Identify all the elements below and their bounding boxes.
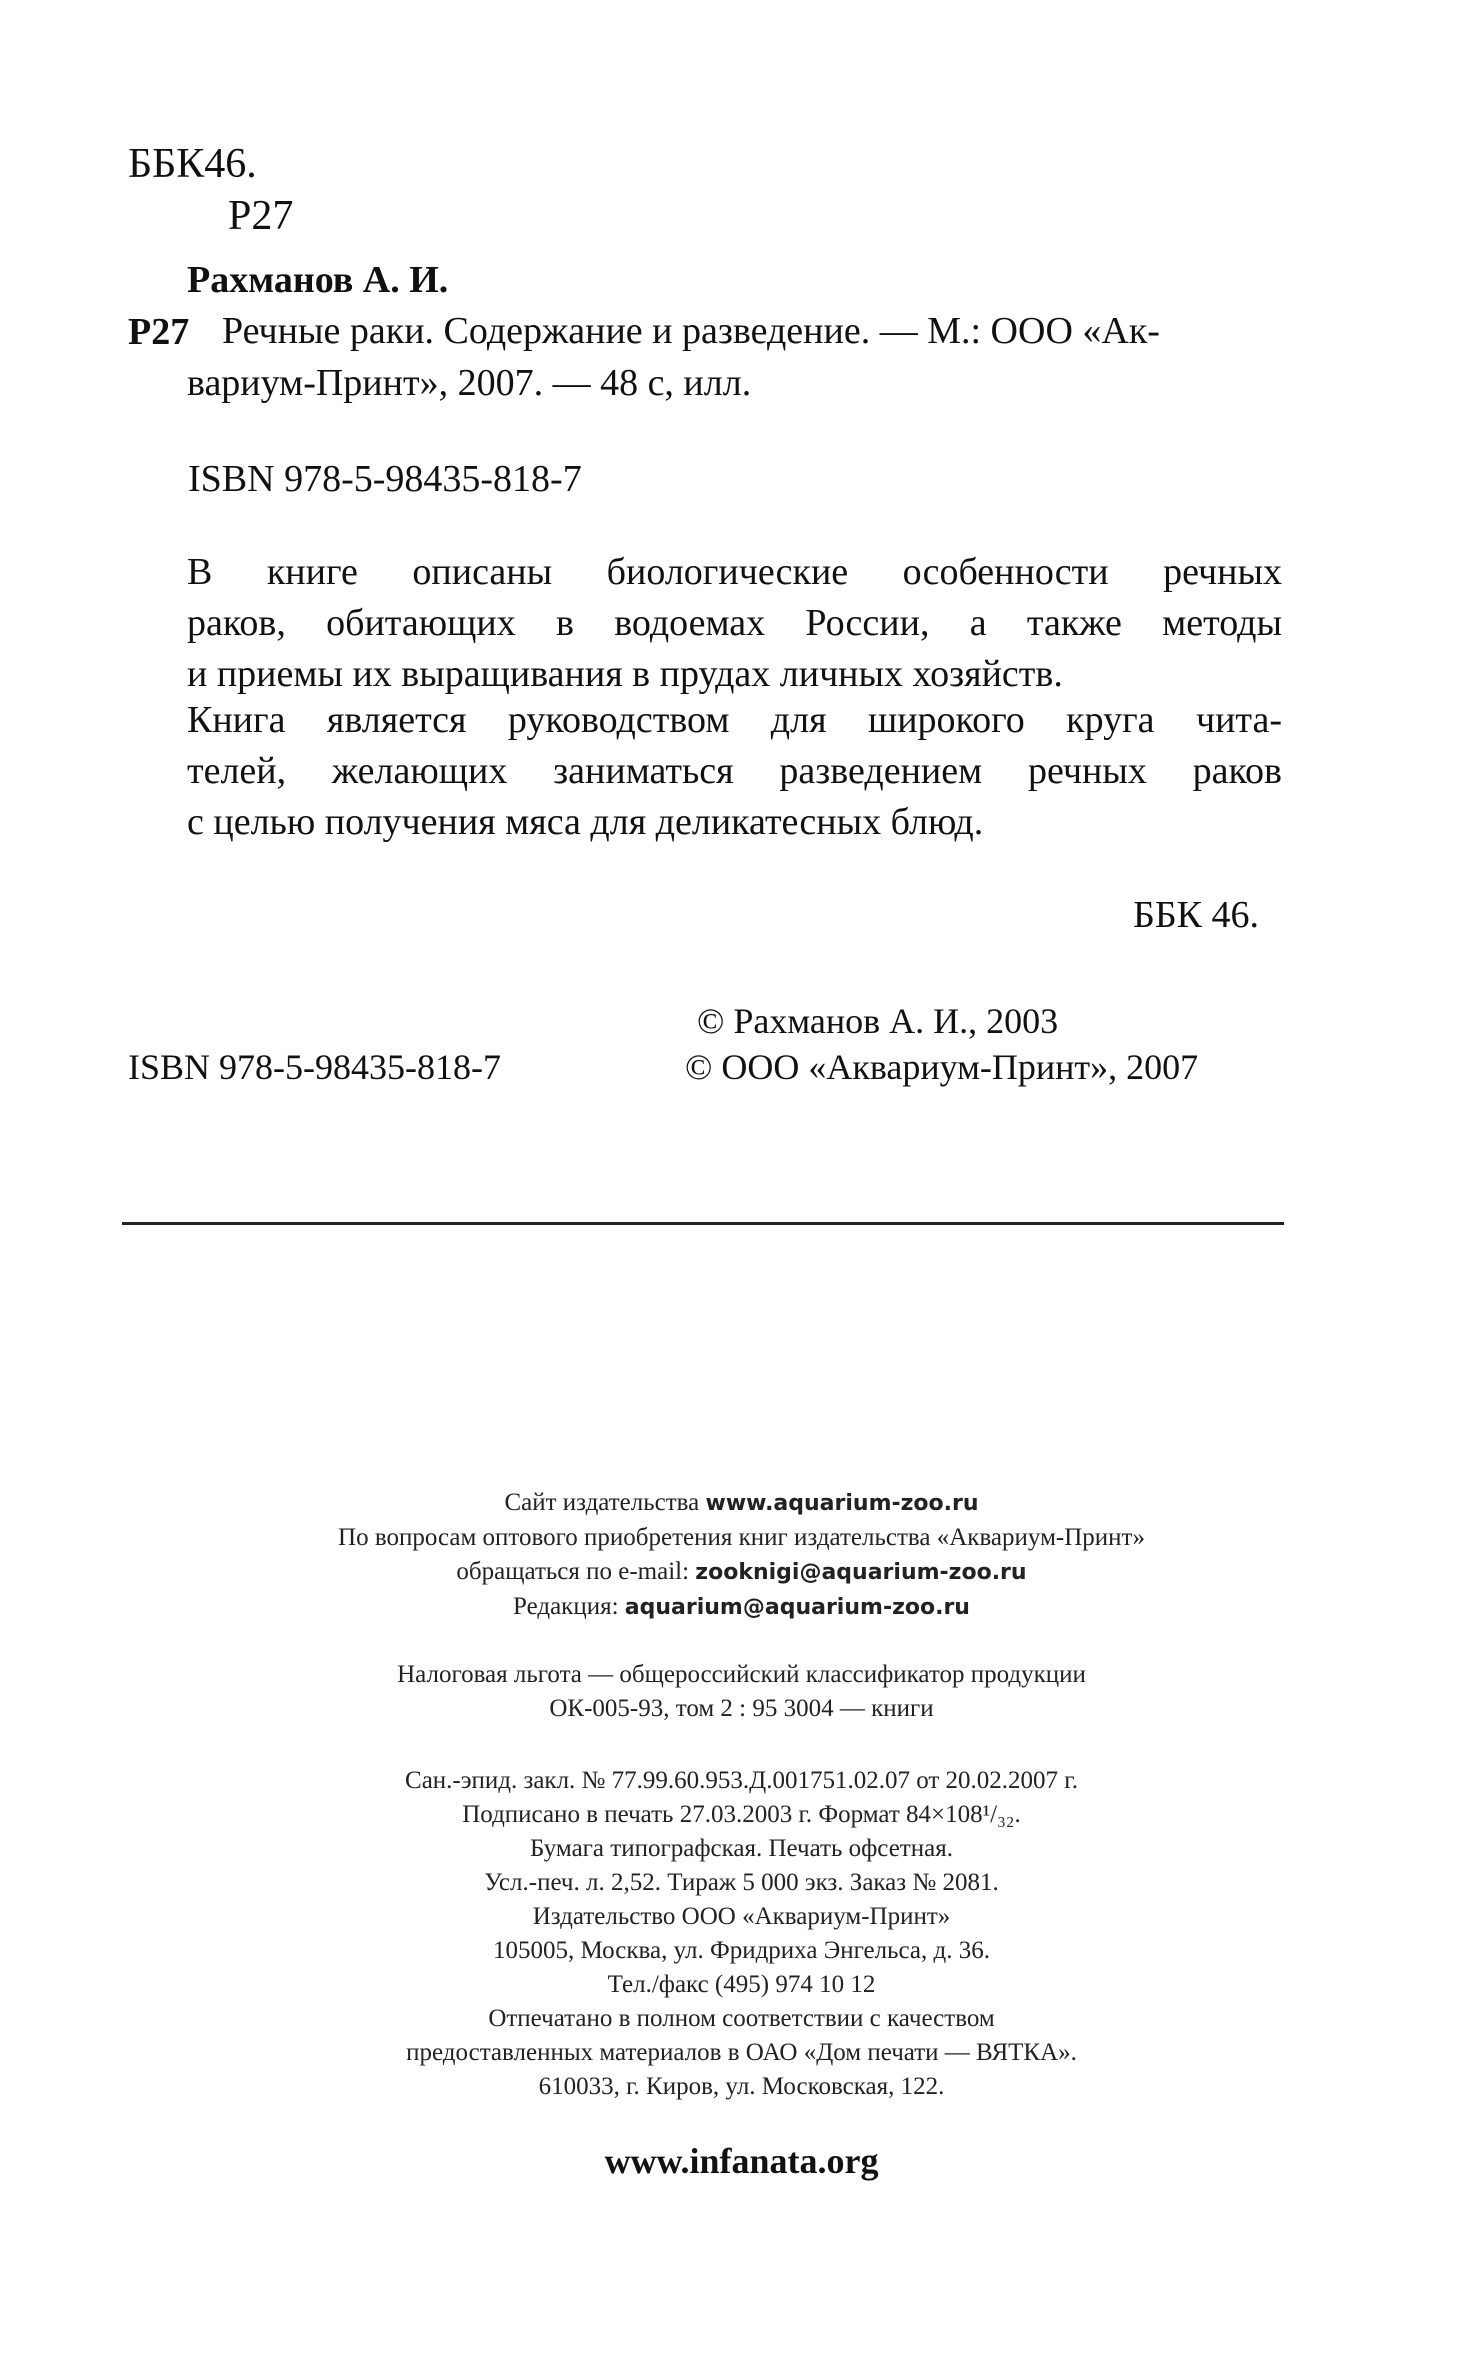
detail-line: Сан.-эпид. закл. № 77.99.60.953.Д.001751.02.07 от 20.02.2007 г.	[405, 1767, 1078, 1794]
detail-line: Усл.-печ. л. 2,52. Тираж 5 000 экз. Заказ № 2081.	[484, 1869, 999, 1896]
tax-line: ОК-005-93, том 2 : 95 3004 — книги	[549, 1695, 934, 1722]
bbk-right: ББК 46.	[1133, 894, 1259, 936]
imprint-site-line	[0, 1486, 1483, 1521]
abstract-line: и приемы их выращивания в прудах личных хозяйств.	[187, 653, 1063, 695]
detail-line: Отпечатано в полном соответствии с качеством	[488, 2005, 995, 2032]
detail-line: 610033, г. Киров, ул. Московская, 122.	[538, 2073, 945, 2100]
abstract-line: Книга является руководством для широкого круга чита-	[187, 699, 1282, 741]
abstract-line: В книге описаны биологические особенности речных	[187, 551, 1282, 593]
bbk-code: ББК46.	[128, 141, 257, 187]
detail-line: предоставленных материалов в ОАО «Дом печати — ВЯТКА».	[406, 2039, 1077, 2066]
site-url[interactable]: www.aquarium-zoo.ru	[705, 1491, 979, 1516]
email-label: обращаться по e-mail:	[456, 1558, 696, 1585]
email-address[interactable]: zooknigi@aquarium-zoo.ru	[695, 1560, 1027, 1585]
detail-line: Подписано в печать 27.03.2003 г. Формат 84×108¹/₃₂.	[462, 1801, 1021, 1828]
reference-line-1: Речные раки. Содержание и разведение. — М.: ООО «Ак-	[222, 310, 1160, 352]
abstract-line: с целью получения мяса для деликатесных блюд.	[187, 801, 984, 843]
website-link[interactable]: www.infanata.org	[604, 2141, 879, 2181]
detail-line: Бумага типографская. Печать офсетная.	[530, 1835, 953, 1862]
site-label: Сайт издательства	[504, 1489, 706, 1516]
detail-line: Тел./факс (495) 974 10 12	[607, 1971, 876, 1998]
author-code: Р27	[228, 193, 294, 239]
author-code-left: Р27	[128, 311, 190, 353]
divider-rule	[122, 1222, 1284, 1225]
abstract-line: телей, желающих заниматься разведением речных раков	[187, 750, 1282, 792]
tax-line: Налоговая льгота — общероссийский классификатор продукции	[397, 1661, 1086, 1688]
imprint-editorial-line	[0, 1590, 1483, 1625]
abstract-line: раков, обитающих в водоемах России, а также методы	[187, 602, 1282, 644]
imprint-email-line	[0, 1555, 1483, 1590]
abstract-paragraph-1	[187, 547, 1282, 700]
isbn-bottom: ISBN 978-5-98435-818-7	[128, 1047, 501, 1087]
editorial-email[interactable]: aquarium@aquarium-zoo.ru	[624, 1595, 970, 1620]
abstract-paragraph-2	[187, 695, 1282, 848]
imprint-contacts	[0, 1486, 1483, 1625]
editorial-label: Редакция:	[513, 1593, 625, 1620]
imprint-tax	[0, 1658, 1483, 1726]
isbn-main: ISBN 978-5-98435-818-7	[188, 458, 582, 500]
reference-line-2: вариум-Принт», 2007. — 48 с, илл.	[187, 362, 752, 404]
detail-line: Издательство ООО «Аквариум-Принт»	[532, 1903, 951, 1930]
detail-line: 105005, Москва, ул. Фридриха Энгельса, д. 36.	[493, 1937, 990, 1964]
copyright-publisher: © ООО «Аквариум-Принт», 2007	[685, 1047, 1199, 1087]
wholesale-line: По вопросам оптового приобретения книг издательства «Аквариум-Принт»	[338, 1524, 1145, 1551]
author-name: Рахманов А. И.	[187, 259, 449, 301]
imprint-details	[0, 1764, 1483, 2104]
copyright-author: © Рахманов А. И., 2003	[697, 1001, 1059, 1041]
